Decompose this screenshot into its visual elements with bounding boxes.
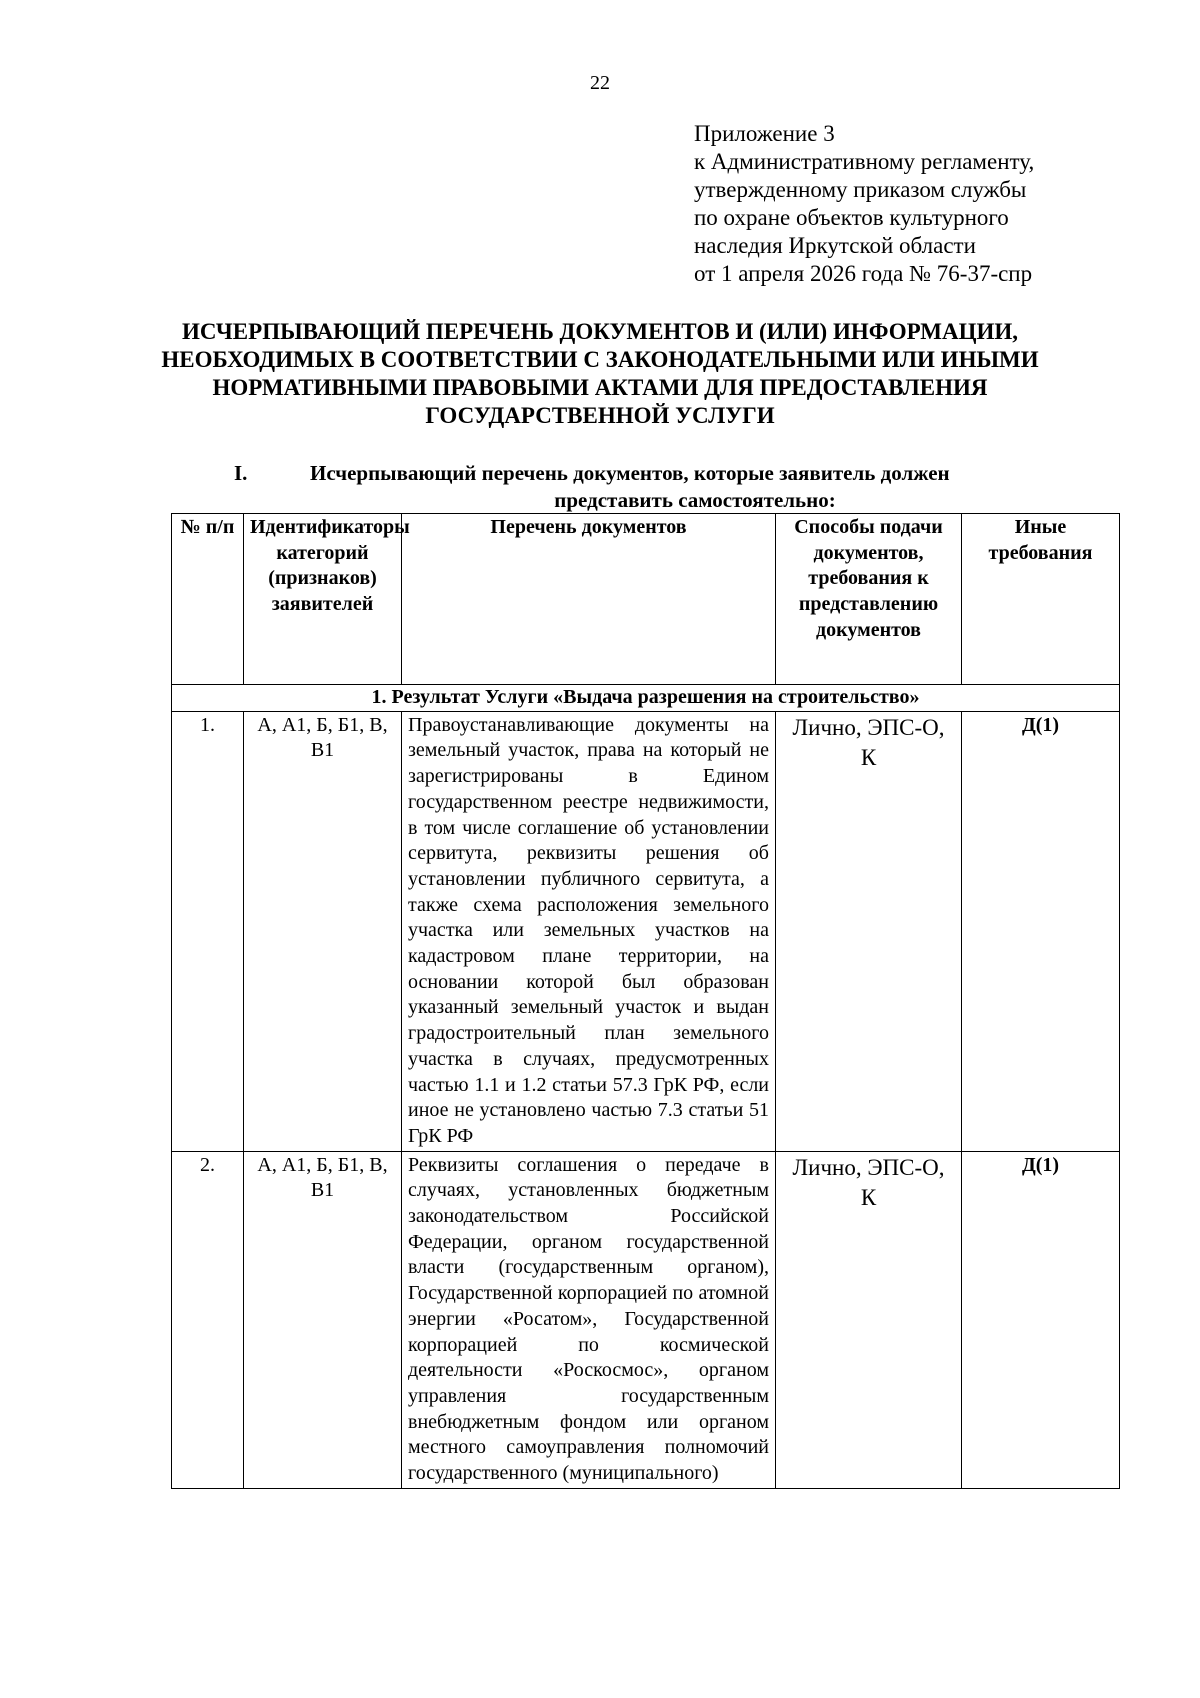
appendix-line: наследия Иркутской области [694, 233, 976, 258]
document-title [100, 318, 1100, 430]
appendix-line: по охране объектов культурного [694, 205, 1009, 230]
table-row [172, 1151, 1120, 1488]
appendix-line: утвержденному приказом службы [694, 177, 1027, 202]
section-number: I. [234, 461, 248, 485]
table-header-row [172, 514, 1120, 685]
row-other: Д(1) [962, 1151, 1120, 1488]
header-num: № п/п [172, 514, 244, 685]
row-identifiers: А, А1, Б, Б1, В, В1 [244, 1151, 402, 1488]
row-ways: Лично, ЭПС-О, К [776, 711, 962, 1151]
row-other: Д(1) [962, 711, 1120, 1151]
title-line: ГОСУДАРСТВЕННОЙ УСЛУГИ [425, 403, 775, 428]
row-num: 2. [172, 1151, 244, 1488]
row-documents: Реквизиты соглашения о передаче в случаях, установленных бюджетным законодательством Российской Федерации, органом государственной власти (государственным органом), Государственной корпорацией по атомной энергии «Росатом», Государственной корпорацией по космической деятельности «Роскосмос», органом управления государственным внебюджетным фондом или органом местного самоуправления полномочий государственного (муниципального) [402, 1151, 776, 1488]
row-num: 1. [172, 711, 244, 1151]
header-other: Иные требования [962, 514, 1120, 685]
header-ways: Способы подачи документов, требования к представлению документов [776, 514, 962, 685]
result-row [172, 685, 1120, 712]
appendix-line: от 1 апреля 2026 года № 76-37-спр [694, 261, 1033, 286]
page-number: 22 [590, 72, 610, 94]
row-ways: Лично, ЭПС-О, К [776, 1151, 962, 1488]
section-title-line1: Исчерпывающий перечень документов, которые заявитель должен [310, 461, 950, 485]
appendix-line: к Административному регламенту, [694, 149, 1035, 174]
section-heading [150, 460, 1110, 514]
row-documents: Правоустанавливающие документы на земельный участок, права на который не зарегистрированы в Едином государственном реестре недвижимости, в том числе соглашение об установлении сервитута, реквизиты решения об установлении публичного сервитута, а также схема расположения земельного участка или земельных участков на кадастровом плане территории, на основании которой был образован указанный земельный участок и выдан градостроительный план земельного участка в случаях, предусмотренных частью 1.1 и 1.2 статьи 57.3 ГрК РФ, если иное не установлено частью 7.3 статьи 51 ГрК РФ [402, 711, 776, 1151]
header-identifiers: Идентификаторы категорий (признаков) заявителей [244, 514, 402, 685]
section-title-line2: представить самостоятельно: [554, 488, 836, 512]
result-title: 1. Результат Услуги «Выдача разрешения на строительство» [172, 685, 1120, 712]
documents-table [171, 513, 1120, 1489]
appendix-block [694, 120, 1154, 288]
title-line: ИСЧЕРПЫВАЮЩИЙ ПЕРЕЧЕНЬ ДОКУМЕНТОВ И (ИЛИ) ИНФОРМАЦИИ, [182, 319, 1018, 344]
title-line: НОРМАТИВНЫМИ ПРАВОВЫМИ АКТАМИ ДЛЯ ПРЕДОСТАВЛЕНИЯ [212, 375, 988, 400]
title-line: НЕОБХОДИМЫХ В СООТВЕТСТВИИ С ЗАКОНОДАТЕЛЬНЫМИ ИЛИ ИНЫМИ [161, 347, 1039, 372]
table-row [172, 711, 1120, 1151]
header-documents: Перечень документов [402, 514, 776, 685]
appendix-line: Приложение 3 [694, 121, 835, 146]
row-identifiers: А, А1, Б, Б1, В, В1 [244, 711, 402, 1151]
